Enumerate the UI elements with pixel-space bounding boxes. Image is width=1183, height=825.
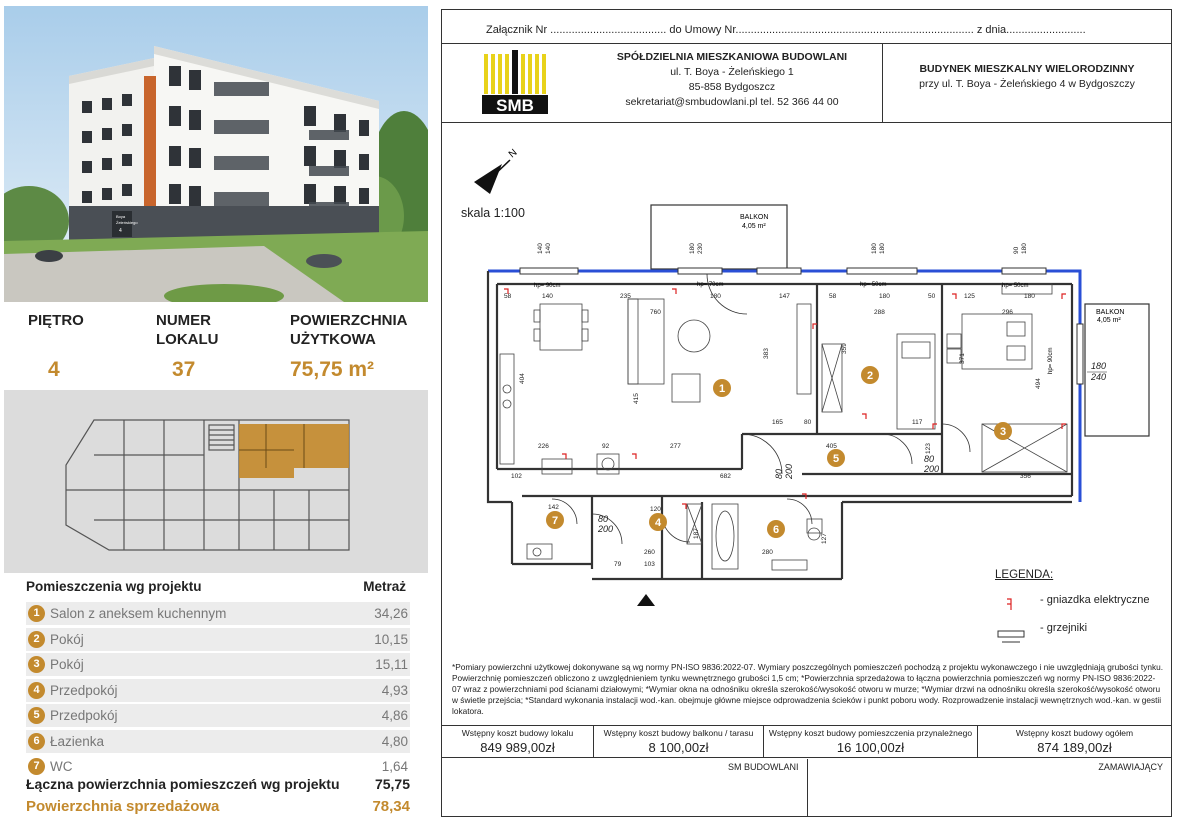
smb-logo-icon — [480, 50, 550, 116]
dimension-label: 180 — [879, 293, 890, 300]
dimension-label: 180 — [871, 243, 878, 254]
legend-title: LEGENDA: — [995, 569, 1054, 581]
room-number-badge: 5 — [28, 707, 45, 724]
dimension-label: 260 — [644, 549, 655, 556]
dimension-label: 682 — [720, 473, 731, 480]
dimension-label: 494 — [1035, 378, 1042, 389]
room-name: Pokój — [50, 632, 84, 647]
sale-area-label: Powierzchnia sprzedażowa — [26, 798, 220, 815]
area-label-line1: POWIERZCHNIA — [290, 312, 408, 329]
building-render-photo — [4, 6, 428, 302]
cooperative-name: SPÓŁDZIELNIA MIESZKANIOWA BUDOWLANI — [616, 51, 848, 63]
scale-label: skala 1:100 — [461, 206, 525, 220]
room-area: 1,64 — [381, 759, 408, 774]
cost-cell — [442, 726, 594, 757]
room-badge-number: 6 — [772, 524, 780, 536]
door-size-label: 180 — [1091, 361, 1107, 371]
unit-number-label-line1: NUMER — [156, 312, 211, 329]
address-sign-line1: Boya — [116, 214, 126, 219]
dimension-label: 103 — [644, 561, 655, 568]
room-row — [26, 602, 410, 625]
room-row — [26, 679, 410, 702]
dimension-label: 58 — [829, 293, 837, 300]
cooperative-address-2: 85-858 Bydgoszcz — [688, 81, 776, 93]
dimension-label: 123 — [925, 443, 932, 454]
cooperative-contact: sekretariat@smbudowlani.pl tel. 52 366 44 00 — [625, 96, 839, 108]
dimension-label: 180 — [1021, 243, 1028, 254]
room-name: WC — [50, 759, 73, 774]
room-row — [26, 730, 410, 753]
floor-plan-drawing — [442, 124, 1171, 664]
floor-label: PIĘTRO — [28, 312, 84, 329]
dimension-label: 79 — [614, 561, 622, 568]
dimension-label: 235 — [620, 293, 631, 300]
dimension-label: 140 — [545, 243, 552, 254]
cost-cell — [594, 726, 764, 757]
building-address: przy ul. T. Boya - Żeleńskiego 4 w Bydgoszczy — [919, 78, 1135, 90]
building-info — [887, 62, 1167, 92]
dimension-label: 58 — [504, 293, 512, 300]
room-badge-number: 5 — [832, 453, 840, 465]
total-area-value: 75,75 — [374, 776, 410, 792]
dimension-label: 760 — [650, 309, 661, 316]
dimension-label: 140 — [537, 243, 544, 254]
dimension-label: 359 — [841, 343, 848, 354]
address-sign-line2: Żeleńskiego — [116, 220, 138, 225]
door-size-label: 240 — [1091, 372, 1107, 382]
room-area: 34,26 — [374, 606, 408, 621]
technical-sheet — [441, 9, 1172, 817]
room-row — [26, 653, 410, 676]
dimension-label: 226 — [538, 443, 549, 450]
legend-socket-label: - gniazdka elektryczne — [1040, 594, 1150, 606]
room-badge-number: 7 — [551, 515, 559, 527]
room-number-badge: 2 — [28, 631, 45, 648]
signature-area — [442, 759, 1171, 816]
room-name: Łazienka — [50, 734, 105, 749]
total-area-row — [26, 776, 410, 792]
door-size-label: 200 — [924, 464, 940, 474]
unit-stats-header — [4, 310, 428, 354]
cost-value: 16 100,00zł — [836, 740, 905, 755]
dimension-label: 180 — [710, 293, 721, 300]
sign-right-label: ZAMAWIAJĄCY — [1098, 762, 1163, 772]
balcony-top-label: BALKON — [740, 214, 769, 221]
dimension-label: 356 — [1020, 473, 1031, 480]
room-area: 4,93 — [381, 683, 408, 698]
cost-value: 874 189,00zł — [1037, 740, 1112, 755]
balcony-right-label: BALKON — [1096, 309, 1125, 316]
sale-area-row — [26, 798, 410, 815]
sign-left-label: SM BUDOWLANI — [728, 762, 799, 772]
offer-panel — [4, 6, 428, 821]
dimension-label: 230 — [697, 243, 704, 254]
rooms-area-header: Metraż — [363, 579, 406, 594]
cost-cell — [764, 726, 978, 757]
header-divider — [882, 44, 883, 122]
key-plan-drawing — [4, 390, 428, 573]
dimension-label: 50 — [928, 293, 936, 300]
cooperative-info — [597, 50, 867, 110]
cost-table — [442, 725, 1171, 758]
door-size-label: 80 — [924, 454, 935, 464]
room-row — [26, 628, 410, 651]
dimension-label: 102 — [511, 473, 522, 480]
room-area: 15,11 — [375, 657, 408, 672]
room-number-badge: 3 — [28, 656, 45, 673]
window-height-label: hp= 90cm — [1048, 347, 1054, 374]
dimension-label: 125 — [964, 293, 975, 300]
apartment-floor-plan — [442, 124, 1171, 664]
building-title: BUDYNEK MIESZKALNY WIELORODZINNY — [919, 63, 1135, 75]
room-number-badge: 7 — [28, 758, 45, 775]
balcony-right-area: 4,05 m² — [1097, 317, 1121, 324]
dimension-label: 92 — [602, 443, 610, 450]
north-label: N — [506, 147, 520, 161]
cost-label: Wstępny koszt budowy ogółem — [1015, 728, 1134, 738]
door-size-label: 200 — [784, 463, 794, 479]
window-height-label: hp= 50cm — [860, 282, 887, 288]
room-name: Przedpokój — [50, 708, 118, 723]
door-size-label: 80 — [598, 514, 609, 524]
cost-label: Wstępny koszt budowy balkonu / tarasu — [603, 728, 754, 738]
room-name: Pokój — [50, 657, 84, 672]
door-size-label: 80 — [774, 468, 784, 479]
room-area: 4,80 — [381, 734, 408, 749]
dimension-label: 90 — [1013, 246, 1020, 254]
balcony-top-area: 4,05 m² — [742, 223, 766, 230]
room-area: 4,86 — [381, 708, 408, 723]
cooperative-address-1: ul. T. Boya - Żeleńskiego 1 — [670, 66, 794, 78]
cost-value: 8 100,00zł — [648, 740, 709, 755]
attachment-line: Załącznik Nr ...................................... do Umowy Nr.............................................................................. z dnia.......................... — [486, 24, 1086, 36]
area-value: 75,75 m² — [290, 358, 375, 381]
dimension-label: 405 — [826, 443, 837, 450]
entrance-marker-icon — [637, 594, 655, 606]
room-badge-number: 3 — [999, 426, 1007, 438]
room-area: 10,15 — [374, 632, 408, 647]
room-name: Przedpokój — [50, 683, 118, 698]
sheet-header — [442, 43, 1171, 123]
north-arrow-icon — [474, 147, 519, 194]
dimension-label: 140 — [542, 293, 553, 300]
total-area-label: Łączna powierzchnia pomieszczeń wg projektu — [26, 776, 340, 792]
room-number-badge: 6 — [28, 733, 45, 750]
signature-divider — [807, 759, 808, 816]
dimension-label: 383 — [763, 348, 770, 359]
building-render-illustration — [4, 6, 428, 302]
window-height-label: hp= 90cm — [534, 283, 561, 289]
area-label-line2: UŻYTKOWA — [290, 331, 376, 348]
room-number-badge: 1 — [28, 605, 45, 622]
sale-area-value: 78,34 — [372, 798, 410, 815]
legend-socket-icon — [1007, 599, 1011, 610]
floor-value: 4 — [48, 358, 60, 381]
dimension-label: 142 — [548, 504, 559, 511]
cost-label: Wstępny koszt budowy lokalu — [461, 728, 574, 738]
measurement-notes: *Pomiary powierzchni użytkowej dokonywane są wg normy PN-ISO 9836:2022-07. Wymiary poszczególnych pomieszczeń pochodzą z projektu wykonawczego i nie uwzględniają grubości tynku. Powierzchnię pomieszczeń obliczono z uwzględnieniem tynku wewnętrznego grubości 1,5 cm; *Powierzchnia sprzedażowa to łączna powierzchnia pomieszczeń wg normy PN-ISO 9836:2022-07 wraz z powierzchniami pod ścianami działowymi; *Wymiar okna na odnośniku określa szerokość/wysokość otworu w murze; *Wymiar drzwi na odnośniku określa szerokość/wysokość otworu w świetle przejścia; *Standard wykonania instalacji wod.-kan. obejmuje główne miejsce odprowadzenia ścieków i punkt poboru wody. Rozprowadzenie instalacji wewnętrznych wod.-kan. w gestii lokatora. — [452, 662, 1164, 716]
dimension-label: 80 — [804, 419, 812, 426]
room-badge-number: 2 — [866, 370, 874, 382]
dimension-label: 180 — [689, 243, 696, 254]
dimension-label: 277 — [670, 443, 681, 450]
legend-heater-label: - grzejniki — [1040, 622, 1088, 634]
dimension-label: 280 — [762, 549, 773, 556]
unit-number-label-line2: LOKALU — [156, 331, 219, 348]
dimension-label: 187 — [693, 528, 700, 539]
dimension-label: 120 — [650, 506, 661, 513]
window-height-label: hp= 50cm — [1002, 283, 1029, 289]
dimension-label: 180 — [1024, 293, 1035, 300]
room-row — [26, 704, 410, 727]
room-row — [26, 755, 410, 778]
room-badge-number: 4 — [654, 517, 662, 529]
dimension-label: 127 — [821, 533, 828, 544]
unit-number-value: 37 — [172, 358, 196, 381]
dimension-label: 117 — [912, 419, 923, 426]
dimension-label: 165 — [772, 419, 783, 426]
rooms-table-title: Pomieszczenia wg projektu — [26, 579, 202, 594]
floor-key-plan — [4, 390, 428, 573]
dimension-label: 296 — [1002, 309, 1013, 316]
dimension-label: 404 — [519, 373, 526, 384]
room-badge-number: 1 — [718, 383, 726, 395]
cost-cell — [978, 726, 1171, 757]
dimension-label: 415 — [633, 393, 640, 404]
room-number-badge: 4 — [28, 682, 45, 699]
logo-text: SMB — [496, 96, 534, 115]
dimension-label: 180 — [879, 243, 886, 254]
highlighted-unit-area — [239, 424, 349, 478]
door-size-label: 200 — [598, 524, 614, 534]
window-height-label: hp= 70cm — [697, 282, 724, 288]
dimension-label: 288 — [874, 309, 885, 316]
legend-heater-icon — [998, 631, 1024, 642]
cost-value: 849 989,00zł — [480, 740, 555, 755]
cost-label: Wstępny koszt budowy pomieszczenia przynależnego — [768, 728, 973, 738]
room-name: Salon z aneksem kuchennym — [50, 606, 227, 621]
dimension-label: 371 — [959, 353, 966, 364]
dimension-label: 147 — [779, 293, 790, 300]
address-sign-line3: 4 — [119, 228, 122, 234]
